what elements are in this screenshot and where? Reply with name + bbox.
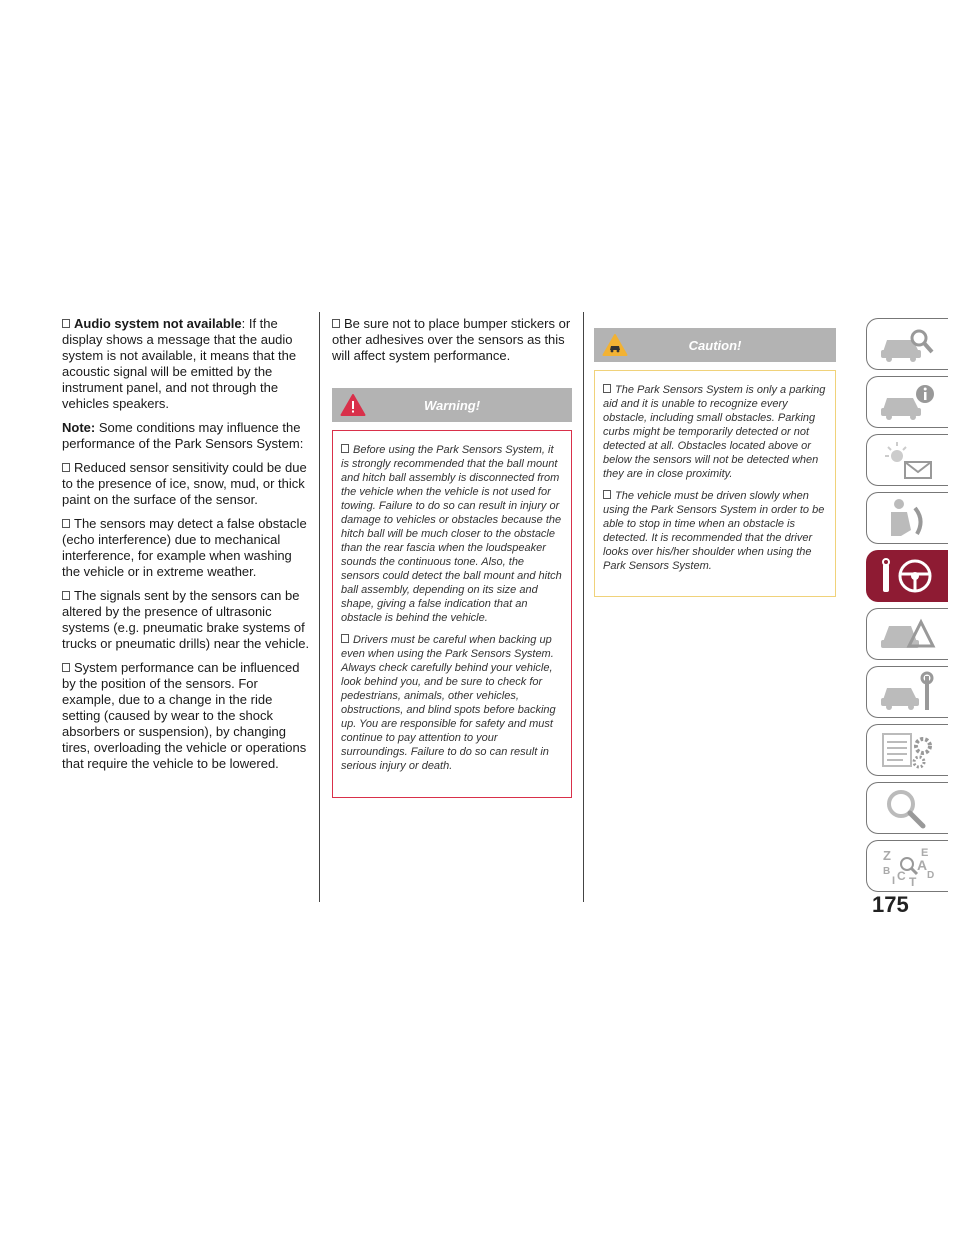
- index-letter: B: [882, 866, 890, 877]
- index-letter: D: [926, 870, 934, 881]
- column-divider: [319, 312, 320, 902]
- tab-index[interactable]: [866, 840, 948, 892]
- checkbox-bullet-icon: [603, 384, 611, 393]
- warning-box: [332, 388, 572, 798]
- car-wrench-icon: [877, 670, 939, 714]
- list-item: [603, 489, 827, 573]
- list-item-text: System performance can be influenced by the position of the sensors. For example, due to a change in the ride setting (caused by wear to the shock absorbers or suspension), by changing tires, overloading the vehicle or operations that require the vehicle to be lowered.: [62, 660, 307, 771]
- column-divider: [583, 312, 584, 902]
- audio-system-text: : If the display shows a message that the audio system is not available, it means that the acoustic signal will be emitted by the instrument panel, and not through the vehicles speakers.: [62, 316, 297, 411]
- list-item-text: Reduced sensor sensitivity could be due to the presence of ice, snow, mud, or thick paint on the surface of the sensor.: [62, 460, 307, 507]
- list-item-text: Be sure not to place bumper stickers or other adhesives over the sensors as this will affect system performance.: [332, 316, 571, 363]
- index-letter: I: [891, 875, 895, 887]
- checkbox-bullet-icon: [62, 663, 70, 672]
- checkbox-bullet-icon: [341, 634, 349, 643]
- list-item: [341, 633, 563, 773]
- caution-car-triangle-icon: [602, 333, 628, 357]
- list-item: [603, 383, 827, 481]
- tab-starting-driving[interactable]: [866, 550, 948, 602]
- list-item-text: The signals sent by the sensors can be altered by the presence of ultrasonic systems (e.g. pneumatic brake systems of trucks or pneumatic drills) near the vehicle.: [62, 588, 310, 651]
- car-hazard-icon: [877, 612, 939, 656]
- list-item: [332, 316, 572, 364]
- checkbox-bullet-icon: [62, 591, 70, 600]
- checkbox-bullet-icon: [62, 519, 70, 528]
- page-number: 175: [872, 892, 909, 917]
- list-item: [62, 660, 310, 772]
- list-item: [341, 443, 563, 625]
- car-search-icon: [877, 322, 939, 366]
- specifications-gear-icon: [877, 728, 939, 772]
- warning-body: [332, 430, 572, 798]
- index-letter: E: [920, 847, 928, 859]
- list-item-text: Drivers must be careful when backing up even when using the Park Sensors System. Always check carefully behind your vehicle, look behind you, and be sure to check for pedestrians, animals, other vehicles, obstructions, and blind spots before backing up. You are responsible for safety and must continue to pay attention to your surroundings. Failure to do so can result in serious injury or death.: [341, 634, 556, 772]
- warning-header: [332, 388, 572, 422]
- magnifier-icon: [877, 786, 939, 830]
- list-item-text: The Park Sensors System is only a parking aid and it is unable to recognize every obstacle, including small obstacles. Parking curbs might be temporarily detected or not detected at all. Obstacles located above or below the sensors will not be detected when they are in close proximity.: [603, 384, 826, 480]
- caution-header: [594, 328, 836, 362]
- list-item-text: The vehicle must be driven slowly when using the Park Sensors System in order to be able to stop in time when an obstacle is detected. It is recommended that the driver looks over his/her shoulder when using the Park Sensors System.: [603, 490, 825, 572]
- warning-light-message-icon: [877, 438, 939, 482]
- key-steering-wheel-icon: [877, 554, 939, 598]
- tab-specifications[interactable]: [866, 724, 948, 776]
- checkbox-bullet-icon: [332, 319, 340, 328]
- seat-airbag-icon: [877, 496, 939, 540]
- checkbox-bullet-icon: [341, 444, 349, 453]
- index-letter: C: [896, 869, 906, 883]
- warning-triangle-icon: [340, 393, 366, 417]
- tab-car-info[interactable]: [866, 376, 948, 428]
- list-item-text: Before using the Park Sensors System, it is strongly recommended that the ball mount and hitch ball assembly is disconnected from the vehicle when the vehicle is not used for towing. Failure to do so can result in injury or damage to vehicles or obstacles because the hitch ball will be much closer to the obstacle than the rear fascia when the loudspeaker sounds the continuous tone. Also, the sensors could detect the ball mount and hitch ball assembly, depending on its size and shape, giving a false indication that an obstacle is behind the vehicle.: [341, 444, 562, 624]
- checkbox-bullet-icon: [62, 463, 70, 472]
- car-info-icon: [877, 380, 939, 424]
- note-paragraph: [62, 420, 310, 452]
- note-label: Note:: [62, 420, 96, 435]
- tab-servicing[interactable]: [866, 666, 948, 718]
- checkbox-bullet-icon: [62, 319, 70, 328]
- audio-system-paragraph: [62, 316, 310, 412]
- tab-emergency[interactable]: [866, 608, 948, 660]
- index-letters-icon: [877, 844, 939, 888]
- index-letter: T: [908, 875, 916, 888]
- tab-warning-lights[interactable]: [866, 434, 948, 486]
- caution-body: [594, 370, 836, 597]
- index-letter: A: [916, 857, 927, 873]
- list-item: [62, 516, 310, 580]
- warning-title: Warning!: [423, 397, 481, 413]
- list-item: [62, 588, 310, 652]
- list-item: [62, 460, 310, 508]
- list-item-text: The sensors may detect a false obstacle (echo interference) due to mechanical interference, for example when washing the vehicle or in extreme weather.: [62, 516, 307, 579]
- note-text: Some conditions may influence the performance of the Park Sensors System:: [62, 420, 304, 451]
- checkbox-bullet-icon: [603, 490, 611, 499]
- column-middle: [332, 316, 572, 372]
- tab-search[interactable]: [866, 782, 948, 834]
- caution-box: [594, 328, 836, 597]
- column-left: [62, 316, 310, 780]
- tab-seat-airbag[interactable]: [866, 492, 948, 544]
- caution-title: Caution!: [688, 337, 742, 353]
- audio-system-heading: Audio system not available: [74, 316, 242, 331]
- index-letter: Z: [882, 848, 891, 863]
- tab-car-search[interactable]: [866, 318, 948, 370]
